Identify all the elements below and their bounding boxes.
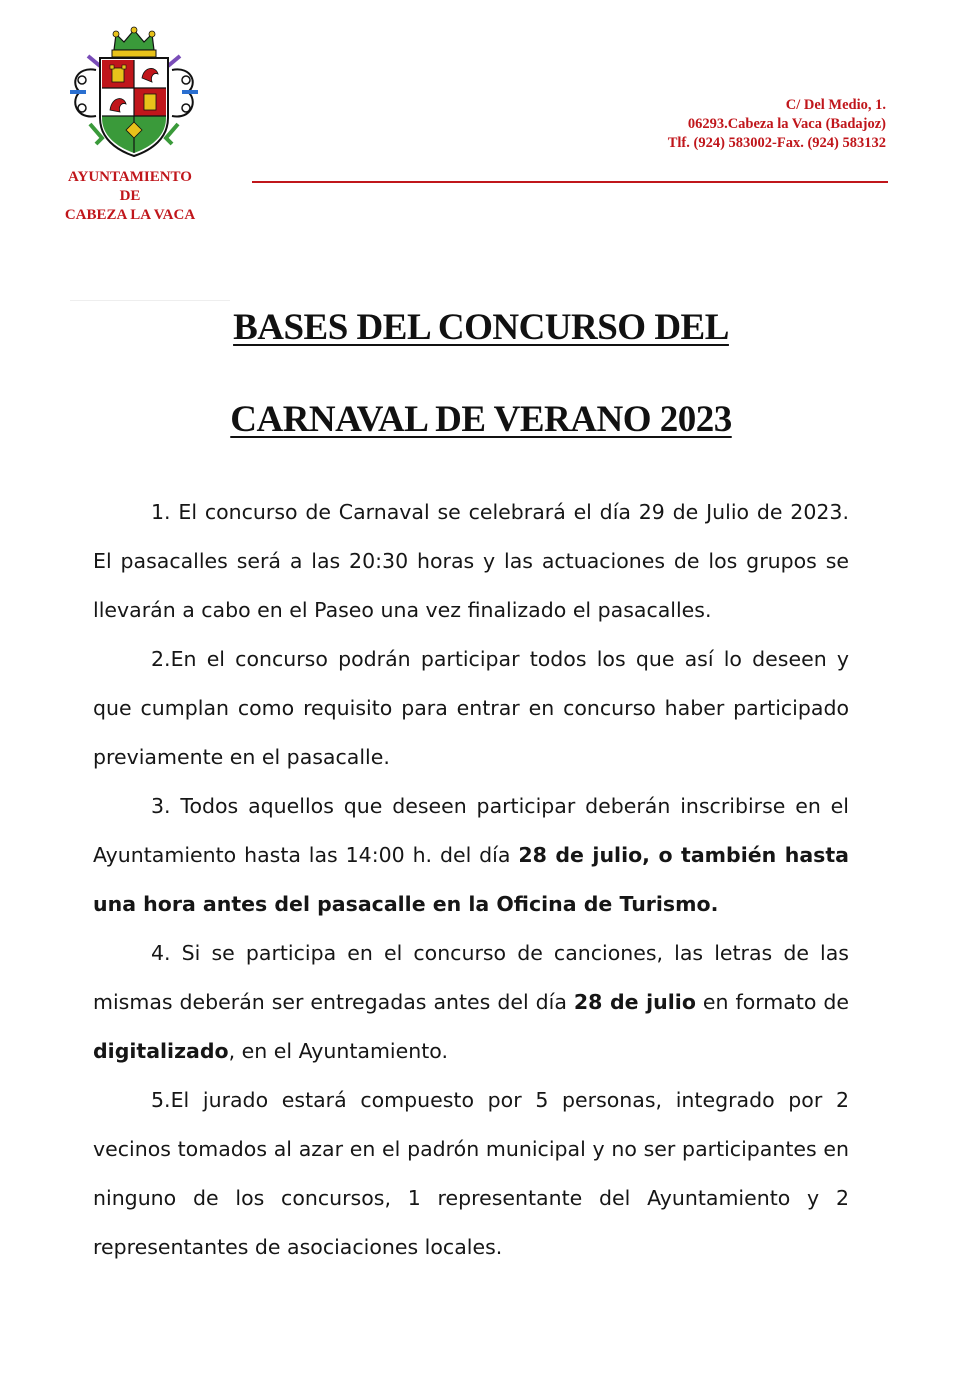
rule-text: El concurso de Carnaval se celebrará el día 29 de Julio de 2023. El pasacalles será a las 20:30 horas y las actuaciones de los grupos se llevarán a cabo en el Paseo una vez finalizado el pasacalles. [93, 500, 849, 622]
header-divider [252, 181, 888, 183]
rule-text: En el concurso podrán participar todos los que así lo deseen y que cumplan como requisito para entrar en concurso haber participado previamente en el pasacalle. [93, 647, 849, 769]
rule-text: Todos aquellos que deseen participar deberán inscribirse en el Ayuntamiento hasta las 14:00 h. del día [93, 794, 849, 867]
faint-divider [70, 300, 230, 301]
org-line-3: CABEZA LA VACA [64, 207, 196, 223]
rule-text-middle: en formato de [695, 990, 850, 1014]
document-title-line-2: CARNAVAL DE VERANO 2023 [230, 399, 732, 440]
org-line-1: AYUNTAMIENTO [68, 169, 192, 185]
rules-list [93, 488, 849, 1272]
address-phone-fax: Tlf. (924) 583002-Fax. (924) 583132 [667, 135, 886, 151]
rule-number: 4. [151, 941, 171, 965]
rule-text-end: , en el Ayuntamiento. [228, 1039, 448, 1063]
rule-text-end: . [710, 892, 719, 916]
org-line-2: DE [119, 188, 141, 204]
rule-item-1 [93, 488, 849, 635]
rule-number: 5. [151, 1088, 171, 1112]
rule-text: Si se participa en el concurso de canciones, las letras de las mismas deberán ser entregadas antes del día [93, 941, 849, 1014]
address-city: 06293.Cabeza la Vaca (Badajoz) [687, 116, 886, 132]
coat-of-arms-icon [66, 26, 202, 166]
rule-item-2 [93, 635, 849, 782]
rule-number: 1. [151, 500, 171, 524]
rule-number: 3. [151, 794, 171, 818]
address-street: C/ Del Medio, 1. [785, 97, 886, 113]
municipality-name [40, 168, 220, 225]
rule-number: 2. [151, 647, 171, 671]
contact-address [668, 96, 886, 153]
rule-text-bold: 28 de julio, o también hasta una hora antes del pasacalle en la Oficina de Turismo [93, 843, 849, 916]
rule-item-3 [93, 782, 849, 929]
rule-text-bold-format: digitalizado [93, 1039, 229, 1063]
document-title-line-1: BASES DEL CONCURSO DEL [233, 307, 729, 348]
rule-item-5 [93, 1076, 849, 1272]
rule-item-4 [93, 929, 849, 1076]
rule-text-bold-date: 28 de julio [573, 990, 696, 1014]
rule-text: El jurado estará compuesto por 5 personas, integrado por 2 vecinos tomados al azar en el padrón municipal y no ser participantes en ninguno de los concursos, 1 representante del Ayuntamiento y 2 representantes de asociaciones locales. [93, 1088, 849, 1259]
